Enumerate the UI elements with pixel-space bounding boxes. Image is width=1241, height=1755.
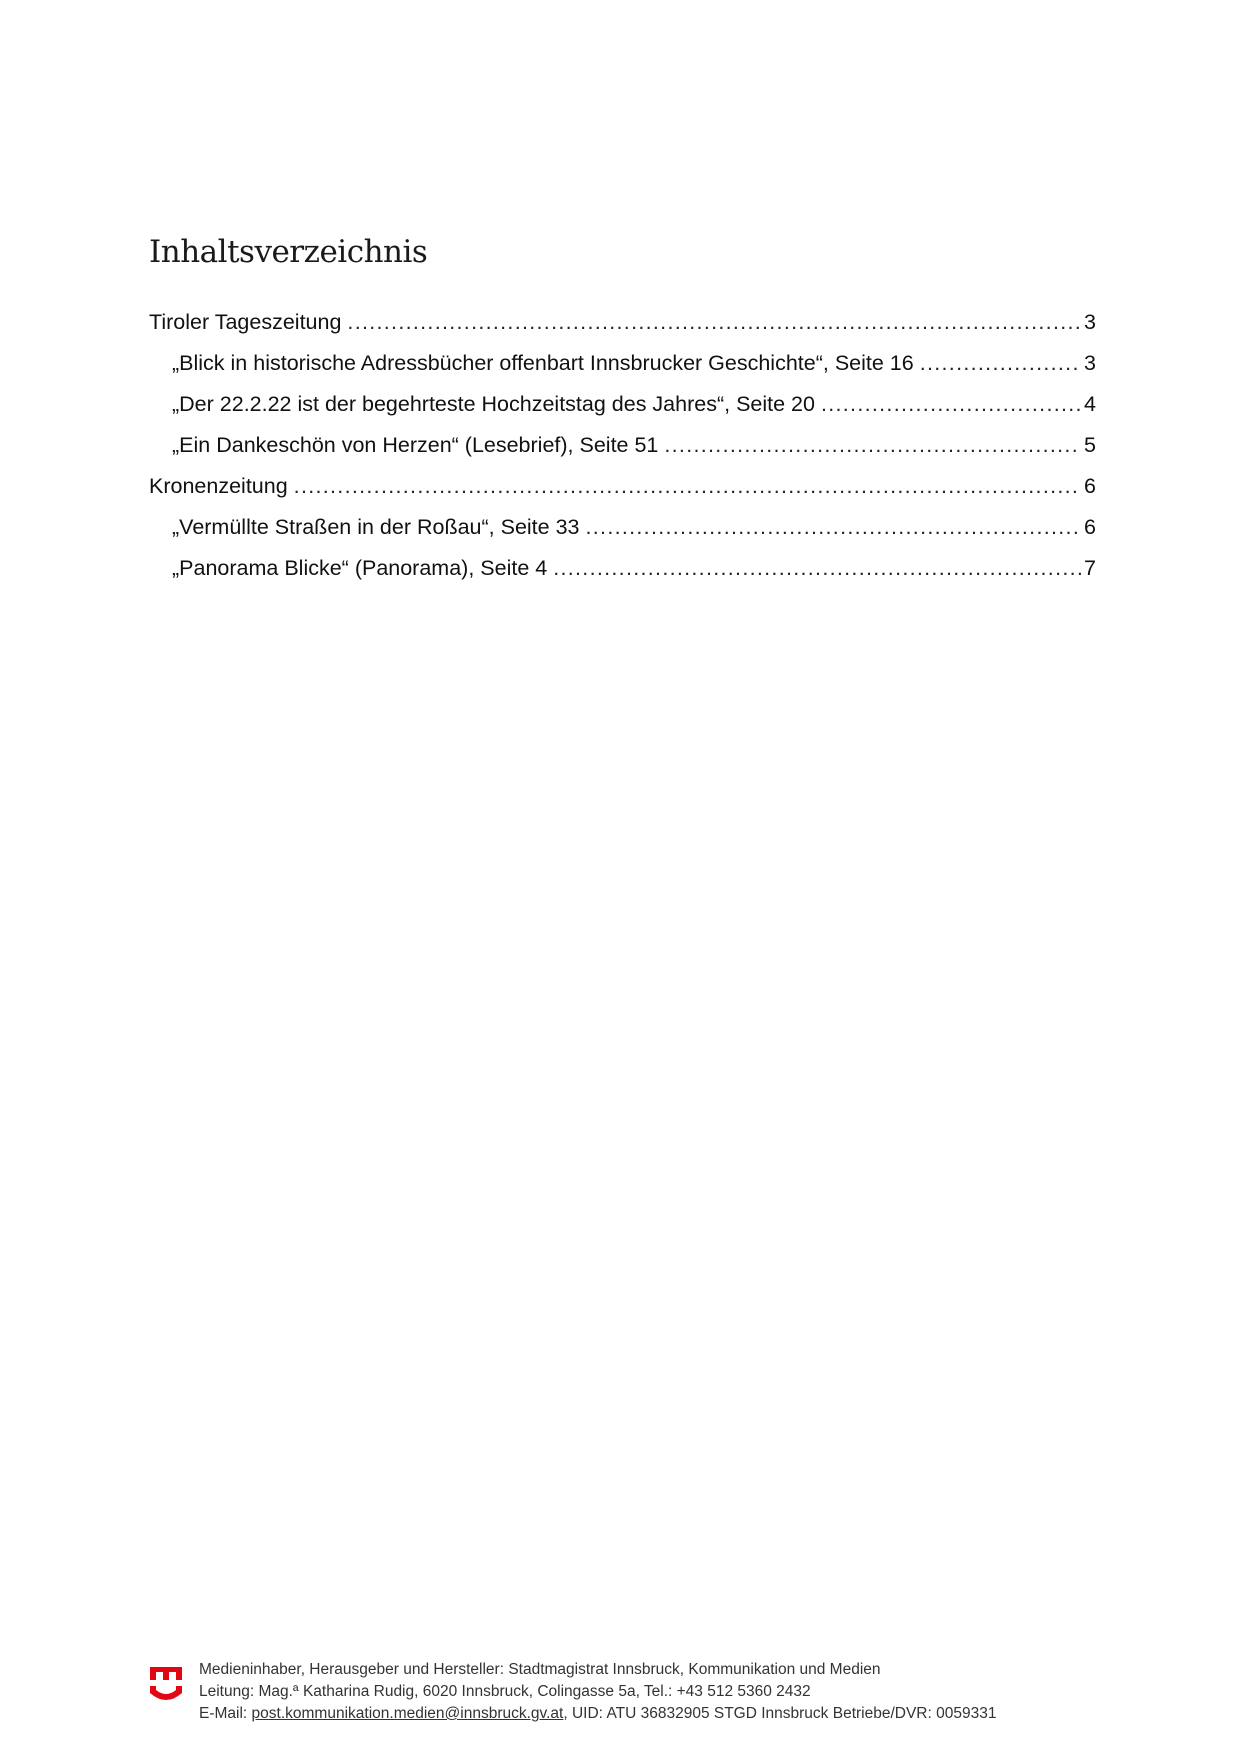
toc-entry-text: Tiroler Tageszeitung — [149, 310, 342, 334]
toc-dot-leader — [347, 302, 1081, 343]
innsbruck-city-logo-icon — [149, 1665, 183, 1705]
toc-page-number: 3 — [1084, 351, 1096, 375]
toc-entry[interactable] — [149, 466, 1096, 507]
toc-entry[interactable] — [149, 302, 1096, 343]
toc-page-number: 3 — [1084, 310, 1096, 334]
toc-entry[interactable] — [149, 384, 1096, 425]
toc-page-number: 6 — [1084, 474, 1096, 498]
toc-entry[interactable] — [149, 507, 1096, 548]
toc-entry[interactable] — [149, 343, 1096, 384]
toc-dot-leader — [553, 548, 1081, 589]
toc-page-number: 6 — [1084, 515, 1096, 539]
toc-entry-text: „Der 22.2.22 ist der begehrteste Hochzeitstag des Jahres“, Seite 20 — [172, 392, 815, 416]
table-of-contents — [149, 302, 1096, 589]
toc-entry[interactable] — [149, 548, 1096, 589]
toc-entry-text: „Blick in historische Adressbücher offenbart Innsbrucker Geschichte“, Seite 16 — [172, 351, 914, 375]
toc-entry-text: „Vermüllte Straßen in der Roßau“, Seite 33 — [172, 515, 580, 539]
page-footer — [149, 1659, 1109, 1739]
toc-title: Inhaltsverzeichnis — [149, 234, 428, 270]
footer-contact-line — [199, 1703, 996, 1725]
footer-email-label: E-Mail: — [199, 1705, 252, 1722]
toc-dot-leader — [664, 425, 1081, 466]
toc-dot-leader — [821, 384, 1081, 425]
footer-publisher-line: Medieninhaber, Herausgeber und Hersteller: Stadtmagistrat Innsbruck, Kommunikation und Medien — [199, 1661, 881, 1678]
toc-page-number: 7 — [1084, 556, 1096, 580]
footer-imprint — [199, 1659, 996, 1725]
toc-entry-text: „Panorama Blicke“ (Panorama), Seite 4 — [172, 556, 548, 580]
footer-management-line: Leitung: Mag.ª Katharina Rudig, 6020 Innsbruck, Colingasse 5a, Tel.: +43 512 5360 2432 — [199, 1683, 811, 1700]
toc-dot-leader — [294, 466, 1081, 507]
footer-email-link[interactable]: post.kommunikation.medien@innsbruck.gv.at — [251, 1705, 564, 1722]
toc-entry-text: Kronenzeitung — [149, 474, 288, 498]
toc-entry[interactable] — [149, 425, 1096, 466]
toc-page-number: 5 — [1084, 433, 1096, 457]
footer-registration-info: , UID: ATU 36832905 STGD Innsbruck Betriebe/DVR: 0059331 — [563, 1705, 997, 1722]
toc-page-number: 4 — [1084, 392, 1096, 416]
toc-dot-leader — [586, 507, 1082, 548]
toc-entry-text: „Ein Dankeschön von Herzen“ (Lesebrief), Seite 51 — [172, 433, 659, 457]
toc-dot-leader — [920, 343, 1081, 384]
